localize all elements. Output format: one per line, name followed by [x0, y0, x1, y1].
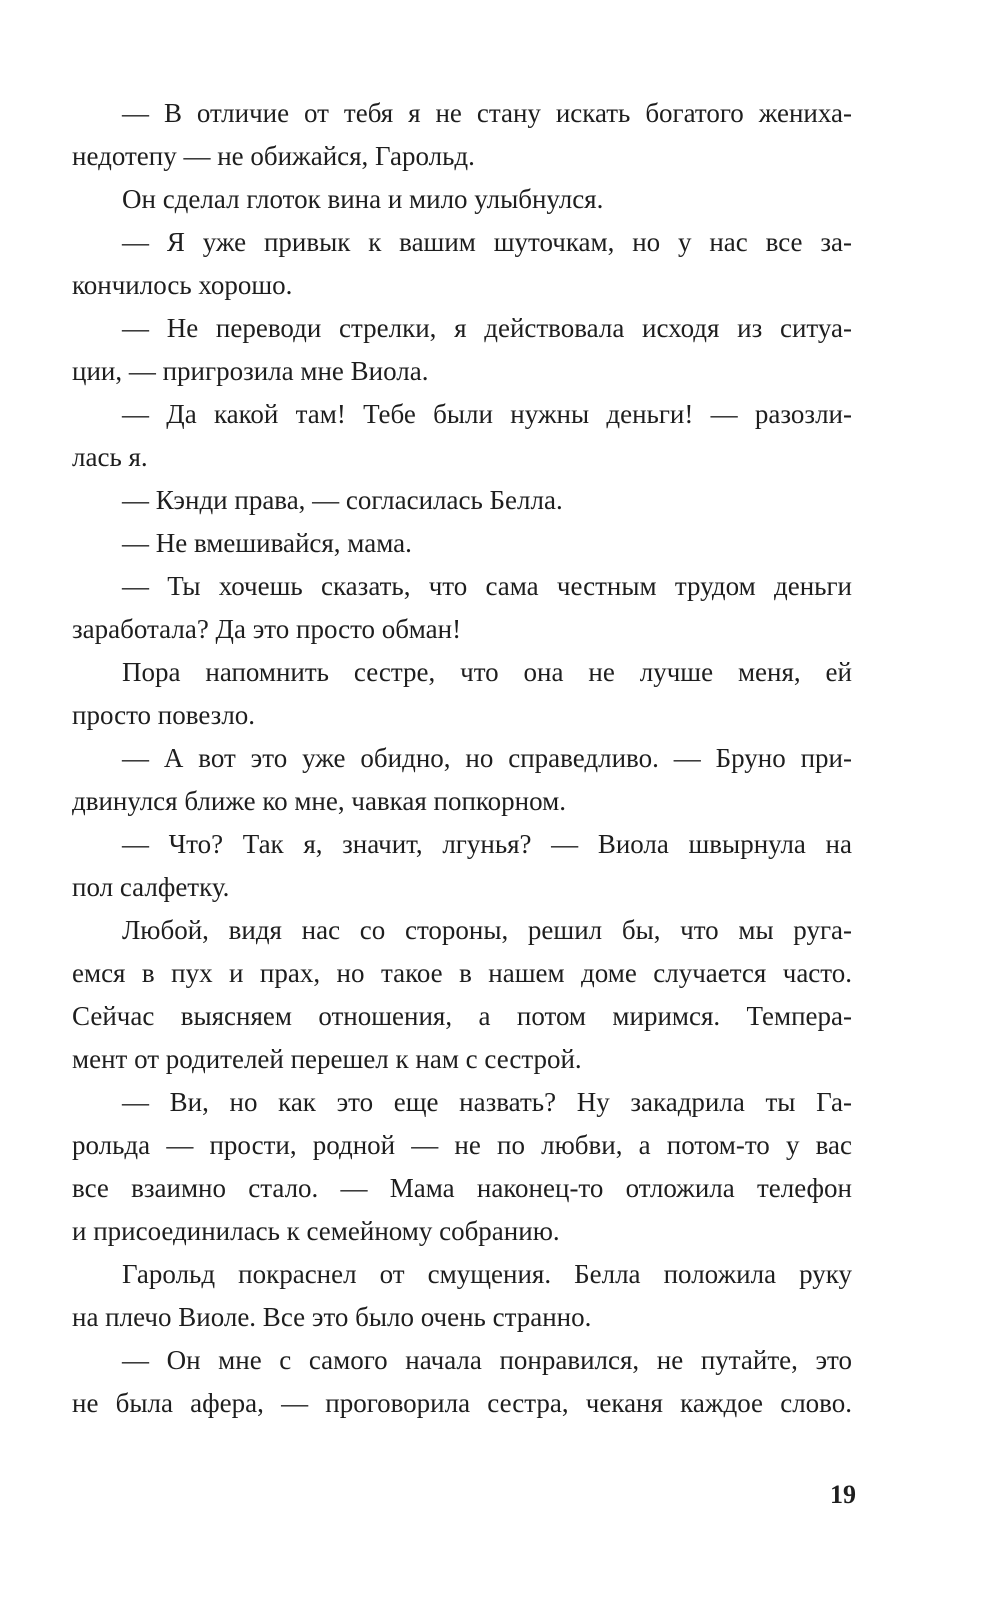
text-line: Он сделал глоток вина и мило улыбнулся. [122, 184, 604, 214]
text-line: — Я уже привык к вашим шуточкам, но у нас все за- [122, 227, 852, 257]
text-line: ции, — пригрозила мне Виола. [72, 356, 429, 386]
text-line: — Не переводи стрелки, я действовала исходя из ситуа- [122, 313, 852, 343]
text-line: — Что? Так я, значит, лгунья? — Виола швырнула на [122, 829, 852, 859]
text-line: двинулся ближе ко мне, чавкая попкорном. [72, 786, 566, 816]
text-line: — Ты хочешь сказать, что сама честным трудом деньги [122, 571, 852, 601]
text-line: кончилось хорошо. [72, 270, 293, 300]
text-line: недотепу — не обижайся, Гарольд. [72, 141, 475, 171]
body-text [72, 92, 852, 1425]
text-line: на плечо Виоле. Все это было очень странно. [72, 1302, 592, 1332]
text-line: не была афера, — проговорила сестра, чеканя каждое слово. [72, 1388, 852, 1418]
page-number: 19 [830, 1480, 856, 1509]
text-line: пол салфетку. [72, 872, 230, 902]
text-line: рольда — прости, родной — не по любви, а потом-то у вас [72, 1130, 852, 1160]
text-line: емся в пух и прах, но такое в нашем доме случается часто. [72, 958, 852, 988]
text-line: Гарольд покраснел от смущения. Белла положила руку [122, 1259, 852, 1289]
text-line: — Да какой там! Тебе были нужны деньги! — разозли- [122, 399, 852, 429]
text-line: — Он мне с самого начала понравился, не путайте, это [122, 1345, 852, 1375]
text-line: Пора напомнить сестре, что она не лучше меня, ей [122, 657, 852, 687]
text-line: лась я. [72, 442, 148, 472]
text-line: — В отличие от тебя я не стану искать богатого жениха- [122, 98, 852, 128]
text-line: заработала? Да это просто обман! [72, 614, 462, 644]
text-line: мент от родителей перешел к нам с сестрой. [72, 1044, 582, 1074]
text-line: — Ви, но как это еще назвать? Ну закадрила ты Га- [122, 1087, 852, 1117]
text-line: — А вот это уже обидно, но справедливо. — Бруно при- [122, 743, 852, 773]
text-line: все взаимно стало. — Мама наконец-то отложила телефон [72, 1173, 852, 1203]
text-line: и присоединилась к семейному собранию. [72, 1216, 560, 1246]
text-line: — Не вмешивайся, мама. [122, 528, 412, 558]
text-line: — Кэнди права, — согласилась Белла. [122, 485, 563, 515]
text-line: просто повезло. [72, 700, 256, 730]
text-line: Любой, видя нас со стороны, решил бы, что мы руга- [122, 915, 852, 945]
text-line: Сейчас выясняем отношения, а потом миримся. Темпера- [72, 1001, 852, 1031]
